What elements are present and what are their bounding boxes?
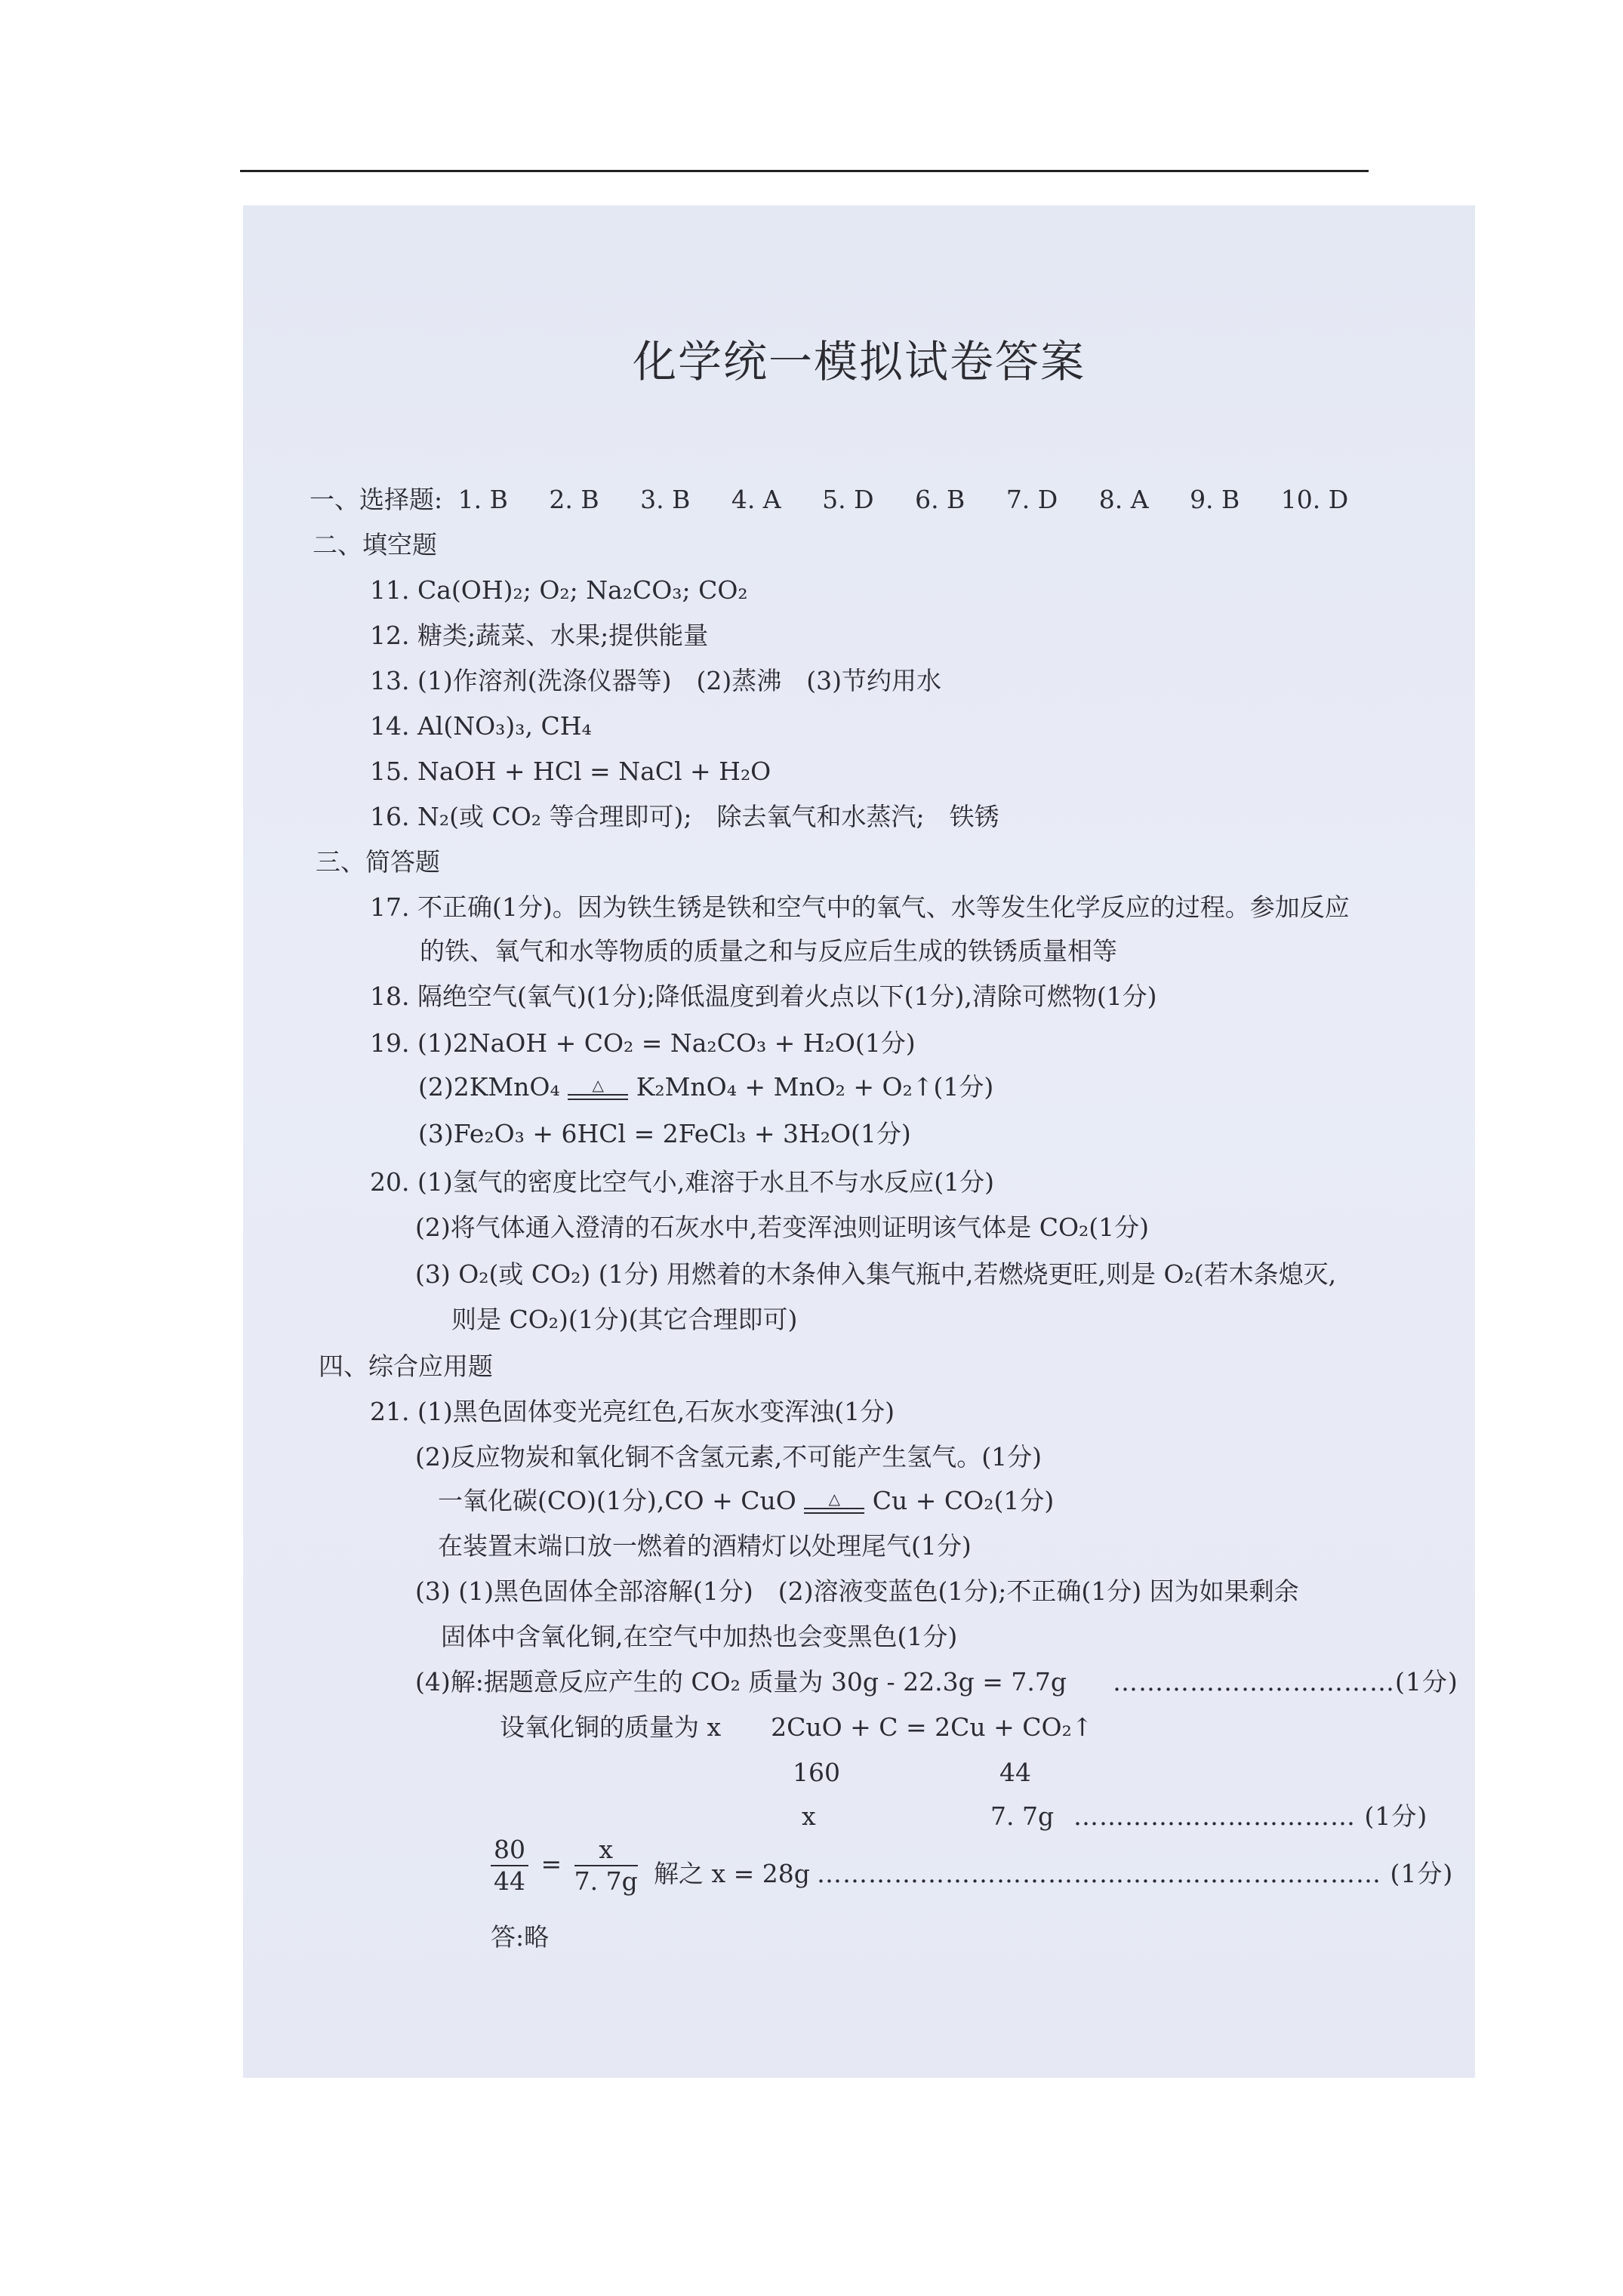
answer-q19-1: 19. (1)2NaOH + CO₂ = Na₂CO₃ + H₂O(1分)	[370, 1028, 916, 1058]
mc-heading: 一、选择题:	[310, 485, 443, 514]
score-solution: ………………………………………………………… (1分)	[817, 1859, 1454, 1888]
answer-q21-3-cont: 固体中含氧化铜,在空气中加热也会变黑色(1分)	[441, 1622, 958, 1651]
answer-q20-1: 20. (1)氢气的密度比空气小,难溶于水且不与水反应(1分)	[370, 1167, 994, 1197]
score-q21-4: ……………………………(1分)	[1113, 1667, 1458, 1697]
answer-q20-3: (3) O₂(或 CO₂) (1分) 用燃着的木条伸入集气瓶中,若燃烧更旺,则是 O₂(若木条熄灭,	[415, 1259, 1337, 1289]
answer-q18: 18. 隔绝空气(氧气)(1分);降低温度到着火点以下(1分),清除可燃物(1分)	[370, 982, 1157, 1011]
answer-q20-2: (2)将气体通入澄清的石灰水中,若变浑浊则证明该气体是 CO₂(1分)	[415, 1213, 1150, 1242]
mc-answer: 9. B	[1190, 485, 1240, 514]
final-answer: 答:略	[491, 1922, 550, 1952]
equation-left: (2)2KMnO₄	[418, 1072, 560, 1102]
heat-arrow	[804, 1491, 864, 1514]
equation-left: 一氧化碳(CO)(1分),CO + CuO	[438, 1486, 796, 1515]
answer-q15: 15. NaOH + HCl = NaCl + H₂O	[370, 757, 771, 786]
section-heading: 二、填空题	[313, 530, 437, 559]
multiple-choice-row	[310, 483, 1381, 516]
answer-q21-2: (2)反应物炭和氧化铜不含氢元素,不可能产生氢气。(1分)	[415, 1442, 1042, 1472]
solution: 解之 x = 28g	[654, 1859, 810, 1888]
answer-q19-3: (3)Fe₂O₃ + 6HCl = 2FeCl₃ + 3H₂O(1分)	[418, 1119, 911, 1148]
answer-q11: 11. Ca(OH)₂; O₂; Na₂CO₃; CO₂	[370, 575, 748, 605]
molar-mass-cuo: 160	[793, 1758, 840, 1787]
mc-answer: 7. D	[1006, 485, 1058, 514]
top-rule	[240, 170, 1369, 172]
delta-icon: △	[828, 1490, 840, 1508]
answer-q21-4: (4)解:据题意反应产生的 CO₂ 质量为 30g - 22.3g = 7.7g	[415, 1667, 1067, 1697]
fraction: $\frac{x}{7. 7g}$	[574, 1835, 638, 1896]
answer-q21-2-tail: 在装置末端口放一燃着的酒精灯以处理尾气(1分)	[438, 1531, 972, 1561]
answer-q21-4-setup: 设氧化铜的质量为 x 2CuO + C = 2Cu + CO₂↑	[500, 1712, 1093, 1742]
fraction: $\frac{80}{44}$	[491, 1835, 528, 1897]
mc-answer: 1. B	[457, 485, 508, 514]
mc-answer: 5. D	[822, 485, 874, 514]
answer-q16: 16. N₂(或 CO₂ 等合理即可); 除去氧气和水蒸汽; 铁锈	[370, 802, 999, 831]
section-heading: 三、简答题	[316, 847, 440, 877]
unknown-mass: x	[802, 1801, 816, 1831]
equation-right: K₂MnO₄ + MnO₂ + O₂↑(1分)	[636, 1072, 994, 1102]
mc-answer: 6. B	[915, 485, 965, 514]
molar-mass-co2: 44	[999, 1758, 1031, 1787]
answer-q20-3-cont: 则是 CO₂)(1分)(其它合理即可)	[451, 1305, 798, 1334]
equals-sign: =	[540, 1849, 562, 1878]
answer-q17: 17. 不正确(1分)。因为铁生锈是铁和空气中的氧气、水等发生化学反应的过程。参加反应	[370, 892, 1350, 922]
answer-sheet	[243, 205, 1475, 2078]
equation-right: Cu + CO₂(1分)	[872, 1486, 1055, 1515]
answer-q21-3: (3) (1)黑色固体全部溶解(1分) (2)溶液变蓝色(1分);不正确(1分) 因为如果剩余	[415, 1576, 1299, 1606]
answer-q21-2-eq	[438, 1484, 1054, 1518]
mc-answer: 8. A	[1098, 485, 1149, 514]
score-ratio: …………………………… (1分)	[1073, 1801, 1428, 1831]
page-title: 化学统一模拟试卷答案	[632, 336, 1086, 387]
known-mass: 7. 7g	[990, 1801, 1055, 1831]
answer-q12: 12. 糖类;蔬菜、水果;提供能量	[370, 621, 709, 650]
mc-answer: 2. B	[549, 485, 599, 514]
heat-arrow	[568, 1077, 628, 1100]
mc-answer: 3. B	[640, 485, 691, 514]
section-heading: 四、综合应用题	[319, 1351, 493, 1381]
answer-q14: 14. Al(NO₃)₃, CH₄	[370, 711, 592, 741]
delta-icon: △	[592, 1076, 604, 1094]
proportion-equation	[491, 1835, 638, 1897]
answer-q13: 13. (1)作溶剂(洗涤仪器等) (2)蒸沸 (3)节约用水	[370, 666, 941, 695]
answer-q17-cont: 的铁、氧气和水等物质的质量之和与反应后生成的铁锈质量相等	[420, 936, 1117, 966]
mc-answer: 10. D	[1280, 485, 1349, 514]
answer-q21-1: 21. (1)黑色固体变光亮红色,石灰水变浑浊(1分)	[370, 1397, 895, 1426]
answer-q19-2	[418, 1071, 993, 1104]
mc-answer: 4. A	[731, 485, 781, 514]
